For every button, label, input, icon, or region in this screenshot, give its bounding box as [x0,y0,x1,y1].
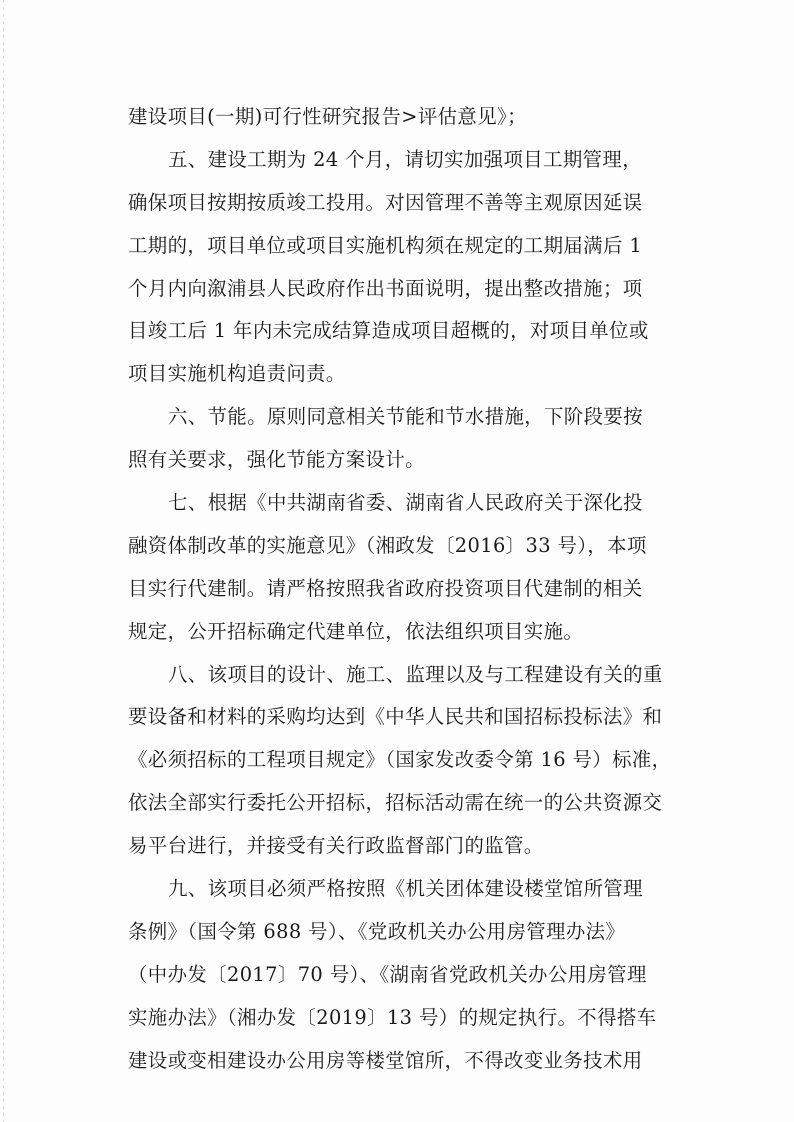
text-line: 个月内向溆浦县人民政府作出书面说明，提出整改措施；项 [128,276,643,300]
text-line: 条例》（国令第 688 号）、《党政机关办公用房管理办法》 [128,919,626,943]
scan-edge-mark [3,0,4,1122]
text-line: 依法全部实行委托公开招标，招标活动需在统一的公共资源交 [128,791,663,815]
paragraph-5-start: 五、建设工期为 24 个月，请切实加强项目工期管理， [168,147,642,171]
paragraph-6-start: 六、节能。原则同意相关节能和节水措施，下阶段要按 [168,405,643,429]
text-line: 易平台进行，并接受有关行政监督部门的监管。 [128,834,544,858]
text-line: 要设备和材料的采购均达到《中华人民共和国招标投标法》和 [128,705,663,729]
paragraph-9-start: 九、该项目必须严格按照《机关团体建设楼堂馆所管理 [168,877,643,901]
text-line: 目实行代建制。请严格按照我省政府投资项目代建制的相关 [128,576,643,600]
text-line: 照有关要求，强化节能方案设计。 [128,448,425,472]
document-body [128,96,688,1082]
text-line: 实施办法》（湘办发〔2019〕13 号）的规定执行。不得搭车 [128,1005,657,1029]
text-line: （中办发〔2017〕70 号）、《湖南省党政机关办公用房管理 [128,962,647,986]
text-line: 工期的，项目单位或项目实施机构须在规定的工期届满后 1 [128,233,643,257]
text-line: 建设或变相建设办公用房等楼堂馆所，不得改变业务技术用 [128,1048,643,1072]
text-line: 确保项目按期按质竣工投用。对因管理不善等主观原因延误 [128,190,643,214]
text-line: 融资体制改革的实施意见》（湘政发〔2016〕33 号），本项 [128,533,647,557]
paragraph-7-start: 七、根据《中共湖南省委、湖南省人民政府关于深化投 [168,491,643,515]
text-line: 目竣工后 1 年内未完成结算造成项目超概的，对项目单位或 [128,319,649,343]
text-line: 项目实施机构追责问责。 [128,362,346,386]
text-line: 《必须招标的工程项目规定》（国家发改委令第 16 号）标准， [128,748,672,772]
text-line: 规定，公开招标确定代建单位，依法组织项目实施。 [128,619,584,643]
paragraph-8-start: 八、该项目的设计、施工、监理以及与工程建设有关的重 [168,662,663,686]
text-line: 建设项目(一期)可行性研究报告>评估意见》； [128,105,527,128]
